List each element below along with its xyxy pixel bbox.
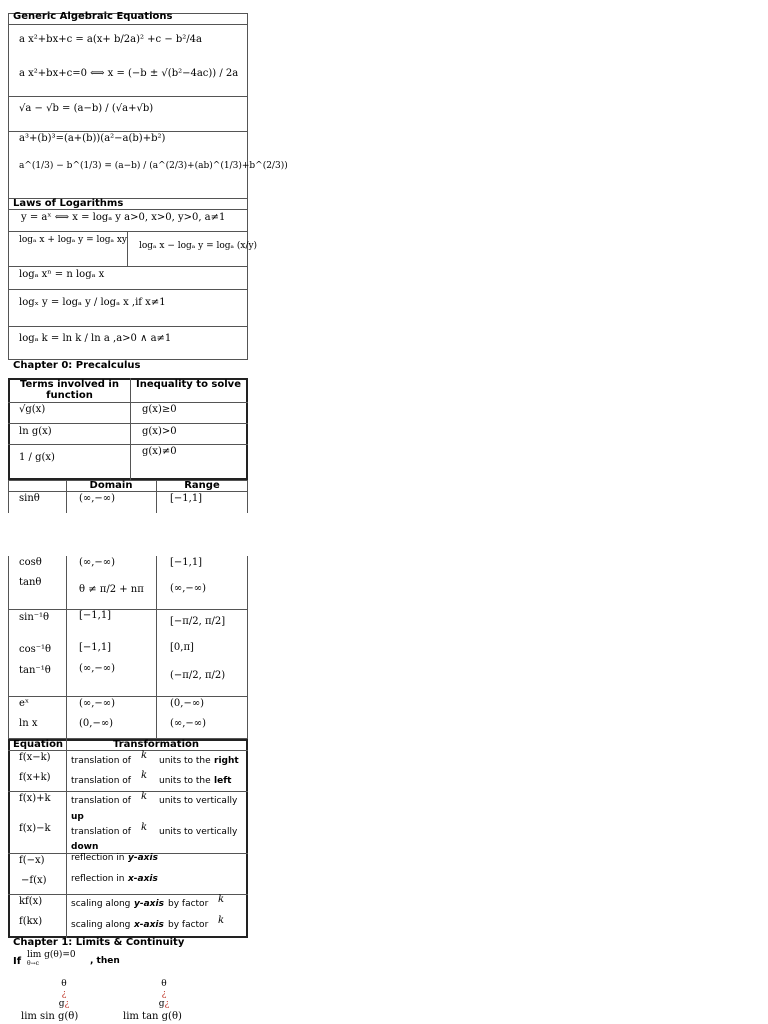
log-quotient-rule: logₐ x − logₐ y = logₐ (x/y)	[139, 241, 258, 251]
transform-bold: right	[214, 756, 239, 766]
divider	[8, 491, 248, 492]
range-cell: [0,π]	[170, 642, 194, 653]
transform-text: reflection in	[71, 874, 125, 884]
transform-bold: x-axis	[128, 874, 158, 884]
limits-then: , then	[90, 956, 120, 966]
transform-header-equation: Equation	[13, 739, 64, 750]
transform-k: k	[141, 822, 148, 833]
domain-cell: (∞,−∞)	[79, 663, 116, 674]
divider	[8, 894, 248, 895]
divider	[66, 739, 67, 938]
domain-cell: [−1,1]	[79, 610, 112, 621]
limits-arrow: ¿	[61, 989, 67, 999]
domain-cell: (0,−∞)	[79, 718, 114, 729]
domain-cell: (∞,−∞)	[79, 557, 116, 568]
log-product-rule: logₐ x + logₐ y = logₐ xy	[19, 235, 128, 245]
transform-equation: f(x)−k	[19, 823, 51, 834]
divider	[8, 423, 248, 424]
range-cell: (0,−∞)	[170, 698, 205, 709]
function-cell: cos⁻¹θ	[19, 644, 52, 655]
transform-text: units to the	[159, 776, 211, 786]
transform-text: reflection in	[71, 853, 125, 863]
inequality-header-terms: Terms involved in function	[20, 379, 119, 401]
range-header: Range	[184, 480, 220, 491]
domain-header: Domain	[89, 480, 133, 491]
limits-g-arrow: ¿	[164, 999, 170, 1009]
transform-equation: f(x−k)	[19, 752, 51, 763]
divider	[8, 326, 248, 327]
transform-text: translation of	[71, 796, 131, 806]
cube-root-difference-formula: a^(1/3) − b^(1/3) = (a−b) / (a^(2/3)+(ab)^(1/3)+b^(2/3))	[19, 161, 288, 171]
inequality-header-inequality: Inequality to solve	[136, 379, 241, 390]
divider	[66, 556, 67, 739]
divider	[8, 791, 248, 792]
transform-header-transformation: Transformation	[113, 739, 199, 750]
log-change-base: logₓ y = logₐ y / logₐ x ,if x≠1	[19, 297, 166, 308]
transform-equation: f(−x)	[19, 855, 45, 866]
lim-sin-expression: lim sin g(θ)	[21, 1011, 79, 1022]
transform-bold: down	[71, 842, 99, 852]
function-cell: cosθ	[19, 557, 42, 568]
quadratic-formula: a x²+bx+c=0 ⟺ x = (−b ± √(b²−4ac)) / 2a	[19, 68, 239, 79]
transform-equation: −f(x)	[21, 875, 47, 886]
transform-text: units to the	[159, 756, 211, 766]
divider	[8, 750, 248, 751]
function-cell: tanθ	[19, 577, 42, 588]
limits-g-letter: g	[58, 999, 65, 1009]
transform-text: translation of	[71, 776, 131, 786]
range-cell: (∞,−∞)	[170, 718, 207, 729]
transform-equation: kf(x)	[19, 896, 43, 907]
transform-text: by factor	[168, 920, 209, 930]
transform-k: k	[141, 770, 148, 781]
divider	[8, 609, 248, 610]
transform-k: k	[218, 894, 225, 905]
transform-text: scaling along	[71, 899, 131, 909]
divider	[66, 480, 67, 513]
divider	[130, 378, 131, 480]
transform-bold: up	[71, 812, 84, 822]
transform-text: translation of	[71, 756, 131, 766]
transform-text: scaling along	[71, 920, 131, 930]
log-natural: logₐ k = ln k / ln a ,a>0 ∧ a≠1	[19, 333, 172, 344]
function-cell: ln x	[19, 718, 38, 729]
limits-g-letter: g	[158, 999, 165, 1009]
function-cell: eˣ	[19, 698, 30, 709]
limits-theta: θ	[161, 979, 167, 989]
transform-k: k	[141, 750, 148, 761]
transform-k: k	[218, 915, 225, 926]
inequality-cell: 1 / g(x)	[19, 452, 55, 463]
transform-text: translation of	[71, 827, 131, 837]
divider	[8, 444, 248, 445]
range-cell: [−1,1]	[170, 557, 203, 568]
domain-cell: [−1,1]	[79, 642, 112, 653]
limits-condition-sub: θ→c	[27, 960, 39, 967]
divider	[8, 96, 248, 97]
limits-condition: lim g(θ)=0	[27, 950, 76, 960]
transform-k: k	[141, 791, 148, 802]
inequality-cell: ln g(x)	[19, 426, 52, 437]
log-definition: y = aˣ ⟺ x = logₐ y a>0, x>0, y>0, a≠1	[21, 212, 226, 223]
divider	[8, 402, 248, 403]
lim-tan-expression: lim tan g(θ)	[123, 1011, 182, 1022]
divider	[8, 231, 248, 232]
function-cell: sin⁻¹θ	[19, 612, 50, 623]
domain-cell: (∞,−∞)	[79, 698, 116, 709]
transform-bold: y-axis	[134, 899, 164, 909]
function-cell: tan⁻¹θ	[19, 665, 51, 676]
root-difference-formula: √a − √b = (a−b) / (√a+√b)	[19, 103, 154, 114]
domain-cell: (∞,−∞)	[79, 493, 116, 504]
divider	[8, 696, 248, 697]
transform-bold: left	[214, 776, 232, 786]
limits-g-arrow: ¿	[64, 999, 70, 1009]
limits-arrow: ¿	[161, 989, 167, 999]
transform-equation: f(x+k)	[19, 772, 51, 783]
limits-theta: θ	[61, 979, 67, 989]
section-title-generic: Generic Algebraic Equations	[13, 11, 173, 22]
inequality-cell: g(x)≠0	[142, 446, 177, 457]
limits-g	[150, 998, 178, 1010]
divider	[8, 24, 248, 25]
divider	[8, 131, 248, 132]
domain-cell: θ ≠ π/2 + nπ	[79, 584, 144, 595]
section-title-ch0: Chapter 0: Precalculus	[13, 360, 141, 371]
divider	[156, 480, 157, 513]
transform-text: by factor	[168, 899, 209, 909]
transform-text: units to vertically	[159, 827, 238, 837]
inequality-cell: g(x)≥0	[142, 404, 177, 415]
range-cell: [−π/2, π/2]	[170, 616, 226, 627]
transform-equation: f(kx)	[19, 916, 43, 927]
inequality-cell: √g(x)	[19, 404, 46, 415]
divider	[8, 289, 248, 290]
transform-text: units to vertically	[159, 796, 238, 806]
divider	[127, 231, 128, 266]
divider	[8, 266, 248, 267]
transform-bold: y-axis	[128, 853, 158, 863]
inequality-cell: g(x)>0	[142, 426, 177, 437]
limits-g	[50, 998, 78, 1010]
limits-if: If	[13, 956, 22, 967]
section-title-ch1: Chapter 1: Limits & Continuity	[13, 937, 185, 948]
transform-equation: f(x)+k	[19, 793, 51, 804]
function-cell: sinθ	[19, 493, 40, 504]
log-power-rule: logₐ xⁿ = n logₐ x	[19, 269, 105, 280]
section-title-logs: Laws of Logarithms	[13, 198, 124, 209]
range-cell: (∞,−∞)	[170, 583, 207, 594]
transform-bold: x-axis	[134, 920, 164, 930]
cube-sum-formula: a³+(b)³=(a+(b))(a²−a(b)+b²)	[19, 133, 166, 144]
range-cell: (−π/2, π/2)	[170, 670, 226, 681]
divider	[156, 556, 157, 739]
complete-square-formula: a x²+bx+c = a(x+ b/2a)² +c − b²/4a	[19, 34, 202, 45]
range-cell: [−1,1]	[170, 493, 203, 504]
